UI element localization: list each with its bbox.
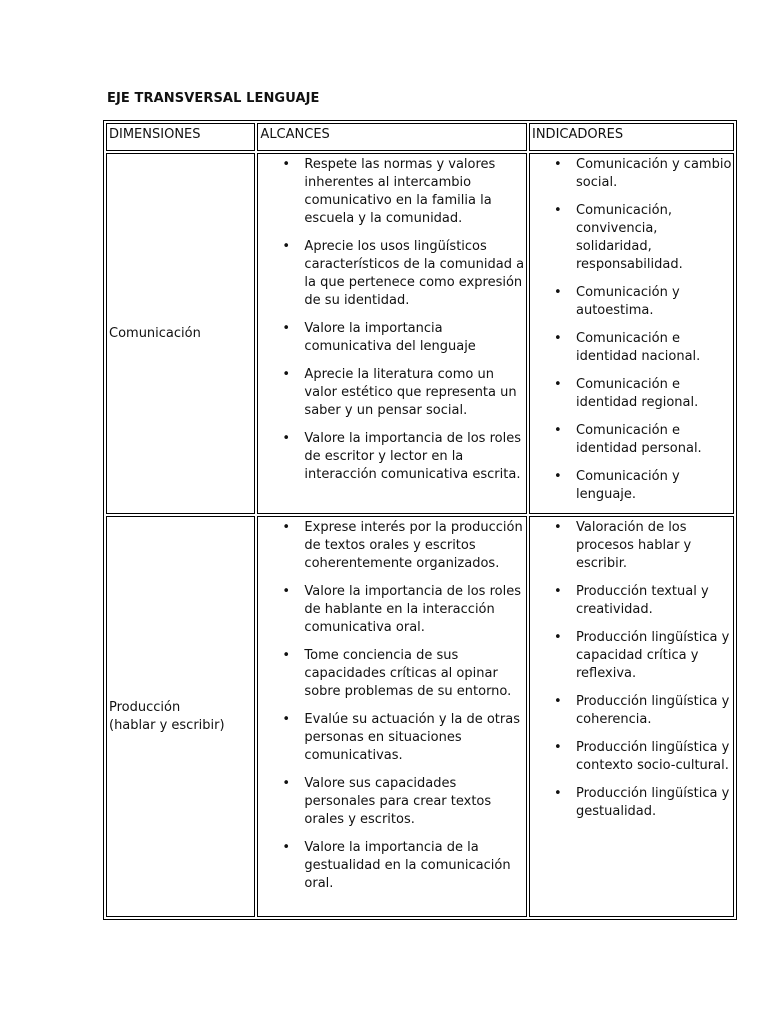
bullet-icon: • bbox=[282, 840, 291, 855]
list-item-text: Valoración de los procesos hablar y escribir. bbox=[576, 520, 692, 571]
bullet-icon: • bbox=[554, 423, 562, 438]
list-item bbox=[260, 647, 526, 701]
list-item-text: Aprecie la literatura como un valor estético que representa un saber y un pensar social. bbox=[304, 367, 517, 418]
list-item bbox=[532, 422, 733, 458]
list-item bbox=[532, 330, 733, 366]
bullet-icon: • bbox=[554, 630, 562, 645]
indicadores-list bbox=[532, 156, 733, 504]
list-item-text: Comunicación e identidad nacional. bbox=[576, 331, 701, 364]
list-item bbox=[532, 583, 733, 619]
list-item bbox=[260, 156, 526, 228]
list-item bbox=[532, 468, 733, 504]
dimension-cell bbox=[106, 153, 255, 514]
bullet-icon: • bbox=[554, 285, 562, 300]
table-row-comunicacion bbox=[106, 153, 734, 514]
bullet-icon: • bbox=[554, 203, 562, 218]
dimension-label: Comunicación bbox=[109, 325, 201, 341]
list-item-text: Tome conciencia de sus capacidades críticas al opinar sobre problemas de su entorno. bbox=[304, 648, 512, 699]
alcances-cell bbox=[257, 516, 527, 917]
alcances-cell bbox=[257, 153, 527, 514]
list-item-text: Comunicación y cambio social. bbox=[576, 157, 732, 190]
list-item-text: Valore la importancia comunicativa del lenguaje bbox=[304, 321, 476, 354]
bullet-icon: • bbox=[554, 331, 562, 346]
list-item bbox=[260, 583, 526, 637]
list-item-text: Valore la importancia de los roles de hablante en la interacción comunicativa oral. bbox=[304, 584, 521, 635]
list-item-text: Aprecie los usos lingüísticos característicos de la comunidad a la que pertenece como expresión de su identidad. bbox=[304, 239, 525, 308]
header-alcances: ALCANCES bbox=[257, 123, 527, 151]
bullet-icon: • bbox=[554, 786, 562, 801]
list-item bbox=[532, 629, 733, 683]
list-item bbox=[532, 156, 733, 192]
list-item-text: Producción lingüística y contexto socio-cultural. bbox=[576, 740, 730, 773]
table-header-row bbox=[106, 123, 734, 151]
list-item-text: Comunicación y autoestima. bbox=[576, 285, 680, 318]
bullet-icon: • bbox=[282, 712, 291, 727]
list-item bbox=[260, 430, 526, 484]
list-item-text: Evalúe su actuación y la de otras personas en situaciones comunicativas. bbox=[304, 712, 520, 763]
bullet-icon: • bbox=[282, 157, 291, 172]
bullet-icon: • bbox=[282, 239, 291, 254]
list-item-text: Producción lingüística y coherencia. bbox=[576, 694, 730, 727]
dimension-sublabel: (hablar y escribir) bbox=[109, 717, 225, 733]
indicadores-cell bbox=[529, 516, 734, 917]
alcances-list bbox=[260, 519, 526, 893]
list-item-text: Comunicación e identidad regional. bbox=[576, 377, 699, 410]
bullet-icon: • bbox=[282, 648, 291, 663]
header-indicadores: INDICADORES bbox=[529, 123, 734, 151]
list-item-text: Valore la importancia de la gestualidad en la comunicación oral. bbox=[304, 840, 511, 891]
list-item-text: Producción textual y creatividad. bbox=[576, 584, 709, 617]
list-item bbox=[532, 739, 733, 775]
bullet-icon: • bbox=[282, 321, 291, 336]
bullet-icon: • bbox=[554, 520, 562, 535]
bullet-icon: • bbox=[282, 367, 291, 382]
list-item bbox=[260, 320, 526, 356]
list-item bbox=[532, 376, 733, 412]
list-item bbox=[260, 839, 526, 893]
bullet-icon: • bbox=[554, 740, 562, 755]
list-item-text: Comunicación, convivencia, solidaridad, responsabilidad. bbox=[576, 203, 683, 272]
transversal-axis-table bbox=[103, 120, 737, 920]
bullet-icon: • bbox=[282, 584, 291, 599]
list-item-text: Exprese interés por la producción de textos orales y escritos coherentemente organizados. bbox=[304, 520, 523, 571]
list-item-text: Producción lingüística y capacidad crítica y reflexiva. bbox=[576, 630, 730, 681]
list-item bbox=[532, 785, 733, 821]
list-item-text: Producción lingüística y gestualidad. bbox=[576, 786, 730, 819]
list-item-text: Respete las normas y valores inherentes al intercambio comunicativo en la familia la escuela y la comunidad. bbox=[304, 157, 496, 226]
bullet-icon: • bbox=[282, 776, 291, 791]
page-title: EJE TRANSVERSAL LENGUAJE bbox=[107, 91, 320, 106]
indicadores-cell bbox=[529, 153, 734, 514]
bullet-icon: • bbox=[554, 377, 562, 392]
list-item-text: Valore sus capacidades personales para crear textos orales y escritos. bbox=[304, 776, 492, 827]
alcances-list bbox=[260, 156, 526, 484]
indicadores-list bbox=[532, 519, 733, 821]
list-item bbox=[260, 775, 526, 829]
header-dimensiones: DIMENSIONES bbox=[106, 123, 255, 151]
list-item-text: Comunicación y lenguaje. bbox=[576, 469, 680, 502]
list-item bbox=[532, 693, 733, 729]
table-row-produccion bbox=[106, 516, 734, 917]
list-item bbox=[260, 519, 526, 573]
list-item-text: Comunicación e identidad personal. bbox=[576, 423, 702, 456]
dimension-cell bbox=[106, 516, 255, 917]
list-item bbox=[532, 202, 733, 274]
dimension-label: Producción bbox=[109, 699, 181, 715]
bullet-icon: • bbox=[554, 694, 562, 709]
list-item bbox=[532, 519, 733, 573]
bullet-icon: • bbox=[282, 431, 291, 446]
list-item bbox=[260, 711, 526, 765]
list-item bbox=[532, 284, 733, 320]
list-item bbox=[260, 238, 526, 310]
bullet-icon: • bbox=[554, 157, 562, 172]
bullet-icon: • bbox=[282, 520, 291, 535]
list-item-text: Valore la importancia de los roles de escritor y lector en la interacción comunicativa escrita. bbox=[304, 431, 521, 482]
bullet-icon: • bbox=[554, 584, 562, 599]
list-item bbox=[260, 366, 526, 420]
bullet-icon: • bbox=[554, 469, 562, 484]
